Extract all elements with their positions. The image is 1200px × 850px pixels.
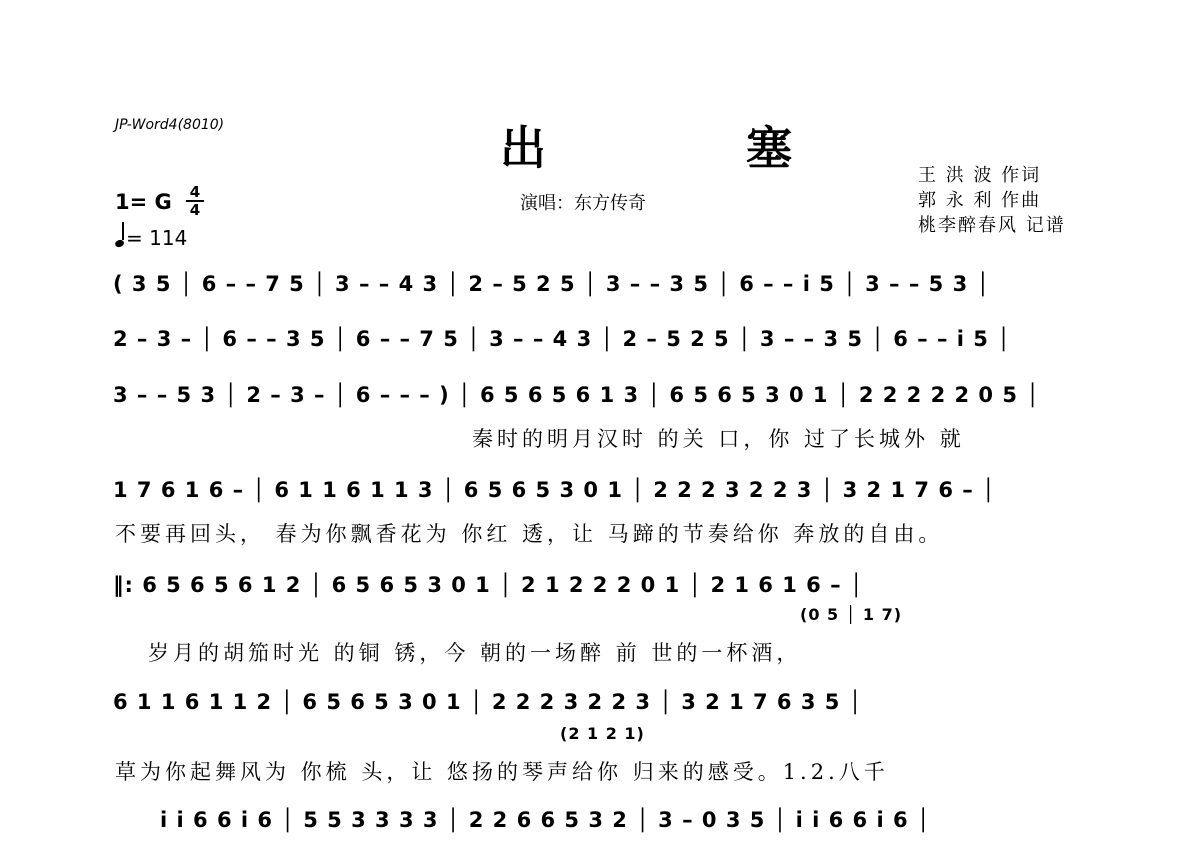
singer-credit: 演唱：东方传奇 bbox=[520, 193, 646, 214]
sub-notes-5: (0 5 │ 1 7) bbox=[800, 605, 903, 624]
staff-line-3: 3 – – 5 3 │ 2 – 3 – │ 6 – – – ) │ 6 5 6 5 6 1 3 │ 6 5 6 5 3 0 1 │ 2 2 2 2 2 0 5 │ bbox=[113, 383, 1040, 407]
software-label: JP-Word4(8010) bbox=[115, 117, 225, 133]
lyric-line-3: 秦时的明月汉时 的关 口，你 过了长城外 就 bbox=[472, 427, 965, 451]
credits bbox=[918, 163, 1066, 238]
key-signature: 1= G bbox=[115, 190, 172, 214]
lyric-line-5: 岁月的胡笳时光 的铜 锈，今 朝的一场醉 前 世的一杯酒， bbox=[148, 641, 802, 665]
staff-line-4: 1 7 6 1 6 – │ 6 1 1 6 1 1 3 │ 6 5 6 5 3 0 1 │ 2 2 2 3 2 2 3 │ 3 2 1 7 6 – │ bbox=[113, 478, 996, 502]
page-title: 出 塞 bbox=[500, 121, 885, 175]
time-signature bbox=[186, 185, 204, 217]
lyric-line-4: 不要再回头， 春为你飘香花为 你红 透，让 马蹄的节奏给你 奔放的自由。 bbox=[115, 522, 944, 546]
staff-line-6: 6 1 1 6 1 1 2 │ 6 5 6 5 3 0 1 │ 2 2 2 3 2 2 3 │ 3 2 1 7 6 3 5 │ bbox=[113, 690, 863, 714]
composer-credit: 郭 永 利 作曲 bbox=[918, 190, 1042, 211]
staff-line-7: i i 6 6 i 6 │ 5 5 3 3 3 3 │ 2 2 6 6 5 3 2 │ 3 – 0 3 5 │ i i 6 6 i 6 │ bbox=[160, 808, 931, 832]
tempo-value: = 114 bbox=[126, 226, 188, 250]
tempo-mark bbox=[115, 226, 187, 250]
transcriber-credit: 桃李醉春风 记谱 bbox=[918, 215, 1066, 236]
time-bottom: 4 bbox=[189, 201, 201, 219]
quarter-note-icon bbox=[114, 239, 125, 249]
lyric-line-6: 草为你起舞风为 你梳 头，让 悠扬的琴声给你 归来的感受。1.2.八千 bbox=[115, 760, 889, 784]
staff-line-5: ‖: 6 5 6 5 6 1 2 │ 6 5 6 5 3 0 1 │ 2 1 2 2 2 0 1 │ 2 1 6 1 6 – │ bbox=[113, 573, 864, 597]
quarter-note-stem bbox=[122, 222, 124, 240]
staff-line-1: ( 3 5 │ 6 – – 7 5 │ 3 – – 4 3 │ 2 – 5 2 5 │ 3 – – 3 5 │ 6 – – i 5 │ 3 – – 5 3 │ bbox=[113, 272, 991, 296]
sub-notes-6: (2 1 2 1) bbox=[560, 724, 645, 743]
staff-line-2: 2 – 3 – │ 6 – – 3 5 │ 6 – – 7 5 │ 3 – – 4 3 │ 2 – 5 2 5 │ 3 – – 3 5 │ 6 – – i 5 │ bbox=[113, 327, 1011, 351]
lyricist-credit: 王 洪 波 作词 bbox=[918, 165, 1042, 186]
time-top: 4 bbox=[189, 183, 201, 201]
